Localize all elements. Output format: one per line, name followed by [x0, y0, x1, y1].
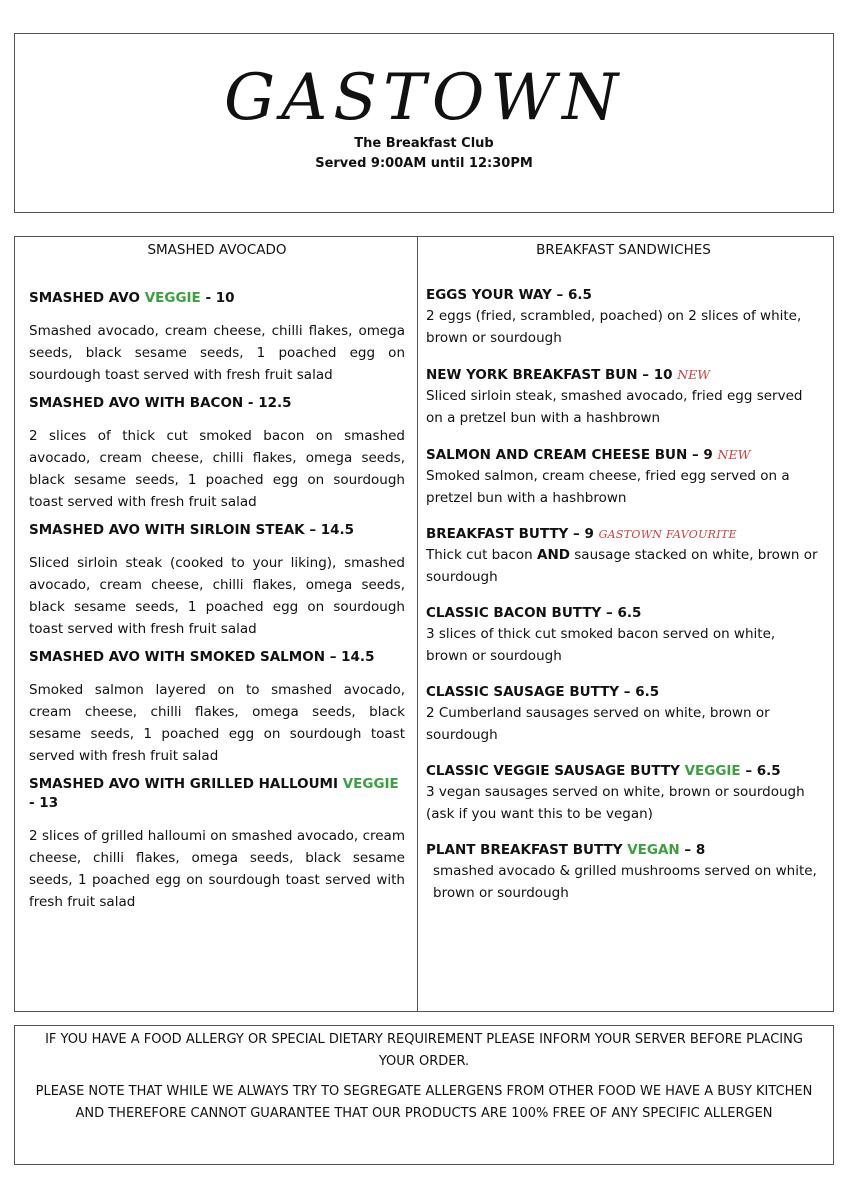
item-title: CLASSIC BACON BUTTY – 6.5	[426, 605, 642, 621]
menu-item	[426, 286, 821, 349]
new-badge: NEW	[677, 367, 711, 382]
vegan-tag: VEGAN	[627, 842, 680, 858]
item-description: smashed avocado & grilled mushrooms served on white, brown or sourdough	[433, 863, 817, 901]
item-description: Smoked salmon, cream cheese, fried egg served on a pretzel bun with a hashbrown	[426, 468, 790, 506]
item-title	[426, 841, 821, 860]
item-title	[29, 289, 405, 308]
item-description: Smoked salmon layered on to smashed avocado, cream cheese, chilli flakes, omega seeds, black sesame seeds, 1 poached egg on sourdough toast served with fresh fruit salad	[29, 682, 405, 764]
desc-bold: AND	[537, 547, 570, 563]
desc-part: Thick cut bacon	[426, 547, 538, 563]
allergy-notice: IF YOU HAVE A FOOD ALLERGY OR SPECIAL DIETARY REQUIREMENT PLEASE INFORM YOUR SERVER BEFORE PLACING YOUR ORDER.	[45, 1032, 803, 1069]
veggie-tag: VEGGIE	[684, 763, 741, 779]
item-name: SALMON AND CREAM CHEESE BUN – 9	[426, 447, 718, 463]
menu-box	[14, 236, 834, 1012]
item-title	[426, 525, 821, 544]
menu-item	[426, 762, 821, 825]
menu-subtitle: The Breakfast Club	[354, 136, 494, 151]
item-description: Sliced sirloin steak (cooked to your liking), smashed avocado, cream cheese, chilli flakes, omega seeds, black sesame seeds, 1 poached egg on sourdough toast served with fresh fruit salad	[29, 555, 405, 637]
menu-item	[29, 521, 405, 640]
new-badge: NEW	[717, 447, 751, 462]
item-name: SMASHED AVO	[29, 290, 140, 306]
menu-item	[426, 841, 821, 904]
item-price: - 13	[29, 795, 59, 811]
item-description: Sliced sirloin steak, smashed avocado, fried egg served on a pretzel bun with a hashbrown	[426, 388, 803, 426]
menu-item	[426, 604, 821, 667]
item-name: SMASHED AVO WITH GRILLED HALLOUMI	[29, 776, 343, 792]
menu-item	[29, 648, 405, 767]
item-description: Smashed avocado, cream cheese, chilli flakes, omega seeds, black sesame seeds, 1 poached egg on sourdough toast served with fresh fruit salad	[29, 323, 405, 383]
item-name: BREAKFAST BUTTY – 9	[426, 526, 599, 542]
item-description: 2 Cumberland sausages served on white, brown or sourdough	[426, 705, 770, 743]
smashed-avocado-section	[15, 237, 418, 1011]
item-description: 3 slices of thick cut smoked bacon served on white, brown or sourdough	[426, 626, 776, 664]
item-title: CLASSIC SAUSAGE BUTTY – 6.5	[426, 684, 660, 700]
item-price: - 10	[200, 290, 235, 306]
item-price: – 6.5	[740, 763, 781, 779]
item-name: NEW YORK BREAKFAST BUN – 10	[426, 367, 678, 383]
item-description	[426, 544, 821, 588]
veggie-tag: VEGGIE	[342, 776, 399, 792]
item-title: SMASHED AVO WITH SMOKED SALMON – 14.5	[29, 649, 375, 665]
menu-item	[426, 525, 821, 588]
brand-logo: GASTOWN	[223, 61, 625, 135]
allergen-disclaimer: PLEASE NOTE THAT WHILE WE ALWAYS TRY TO SEGREGATE ALLERGENS FROM OTHER FOOD WE HAVE A BUSY KITCHEN AND THEREFORE CANNOT GUARANTEE THAT OUR PRODUCTS ARE 100% FREE OF ANY SPECIFIC ALLERGEN	[35, 1084, 813, 1121]
header-box	[14, 33, 834, 213]
menu-item	[29, 394, 405, 513]
allergy-notice-box	[14, 1025, 834, 1165]
item-title: EGGS YOUR WAY – 6.5	[426, 287, 592, 303]
item-name: PLANT BREAKFAST BUTTY	[426, 842, 628, 858]
veggie-tag: VEGGIE	[144, 290, 201, 306]
menu-item	[426, 365, 821, 429]
desc-part: sausage stacked on white, brown or sourdough	[426, 547, 818, 585]
menu-item	[426, 683, 821, 746]
item-title: SMASHED AVO WITH BACON - 12.5	[29, 395, 292, 411]
item-title	[426, 445, 821, 465]
serving-hours: Served 9:00AM until 12:30PM	[315, 156, 533, 171]
item-title	[426, 762, 821, 781]
favourite-badge: GASTOWN FAVOURITE	[598, 528, 737, 541]
section-heading: SMASHED AVOCADO	[147, 242, 287, 258]
item-title: SMASHED AVO WITH SIRLOIN STEAK – 14.5	[29, 522, 355, 538]
menu-item	[29, 289, 405, 386]
item-price: – 8	[679, 842, 706, 858]
menu-item	[29, 775, 405, 913]
menu-item	[426, 445, 821, 509]
item-title	[29, 775, 405, 813]
item-description: 2 slices of thick cut smoked bacon on smashed avocado, cream cheese, chilli flakes, omega seeds, black sesame seeds, 1 poached egg on sourdough toast served with fresh fruit salad	[29, 428, 405, 510]
item-name: CLASSIC VEGGIE SAUSAGE BUTTY	[426, 763, 685, 779]
item-title	[426, 365, 821, 385]
item-description: 2 slices of grilled halloumi on smashed avocado, cream cheese, chilli flakes, omega seeds, black sesame seeds, 1 poached egg on sourdough toast served with fresh fruit salad	[29, 828, 405, 910]
item-description: 2 eggs (fried, scrambled, poached) on 2 slices of white, brown or sourdough	[426, 308, 802, 346]
breakfast-sandwiches-section	[418, 237, 833, 1011]
section-heading: BREAKFAST SANDWICHES	[536, 242, 711, 258]
item-description: 3 vegan sausages served on white, brown or sourdough (ask if you want this to be vegan)	[426, 784, 805, 822]
